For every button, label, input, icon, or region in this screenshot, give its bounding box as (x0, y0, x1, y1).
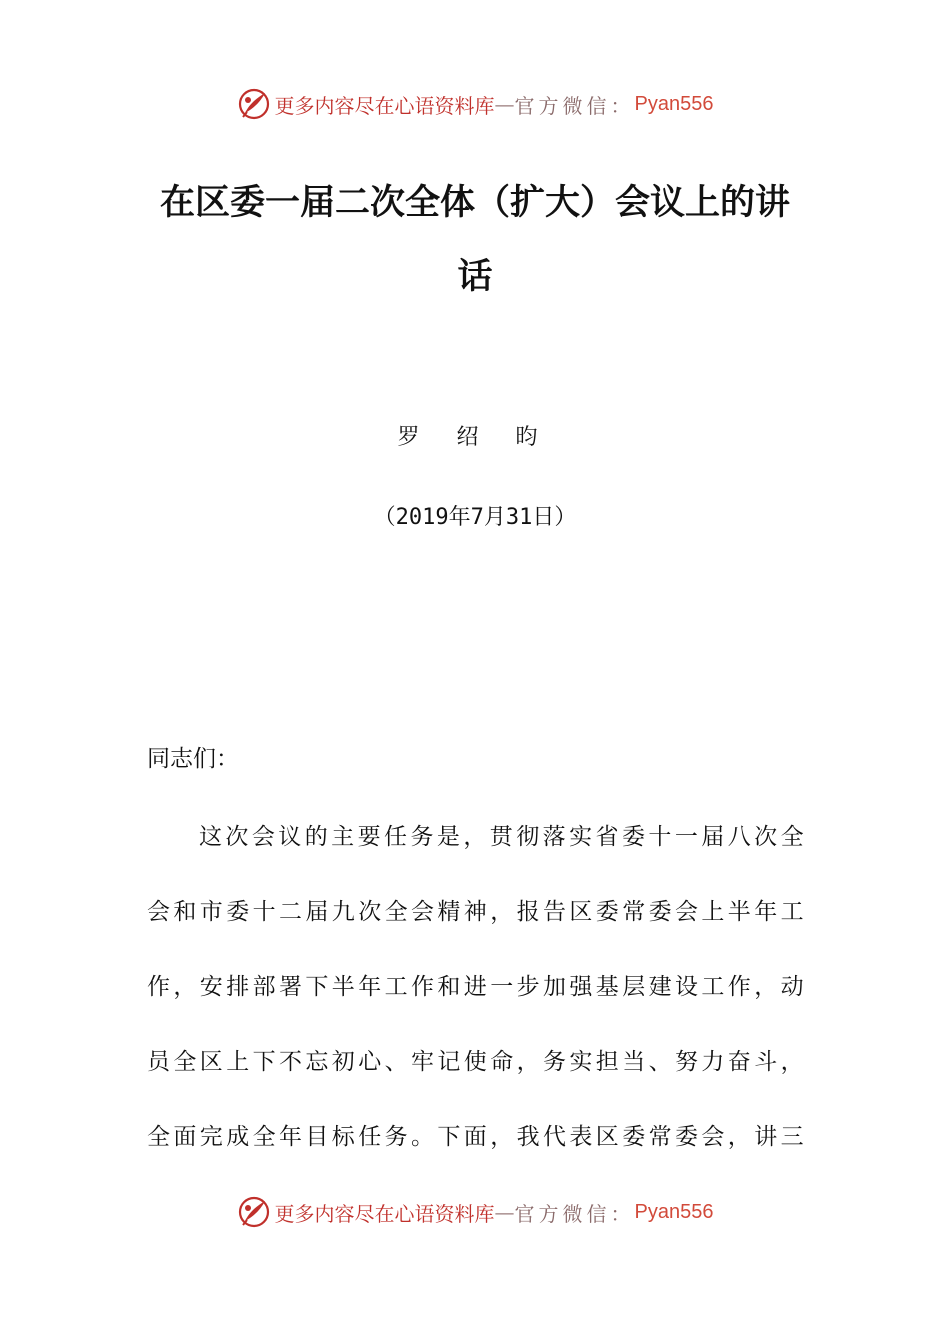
quill-ink-icon (237, 1195, 271, 1229)
watermark-dash: — (494, 92, 515, 116)
watermark-text: 更多内容尽在心语资料库 (274, 1201, 495, 1226)
watermark-dash: — (494, 1200, 515, 1224)
salutation: 同志们： (147, 746, 239, 772)
body-paragraph: 这次会议的主要任务是，贯彻落实省委十一届八次全会和市委十二届九次全会精神，报告区委常委会上半年工作，安排部署下半年工作和进一步加强基层建设工作，动员全区上下不忘初心、牢记使命，务实担当、努力奋斗，全面完成全年目标任务。下面，我代表区委常委会，讲三 (147, 824, 807, 1150)
watermark-wechat-label: 官方微信： (514, 1201, 635, 1226)
watermark-header (0, 84, 950, 124)
quill-ink-icon (237, 87, 271, 121)
document-author: 罗 绍 昀 (397, 425, 553, 450)
watermark-wechat-id: Pyan556 (634, 1200, 714, 1223)
document-date: （2019年7月31日） (373, 505, 577, 530)
document-title: 在区委一届二次全体（扩大）会议上的讲话 (159, 183, 790, 297)
watermark-text: 更多内容尽在心语资料库 (274, 93, 495, 118)
watermark-wechat-id: Pyan556 (634, 92, 714, 115)
watermark-wechat-label: 官方微信： (514, 93, 635, 118)
watermark-footer (0, 1192, 950, 1232)
